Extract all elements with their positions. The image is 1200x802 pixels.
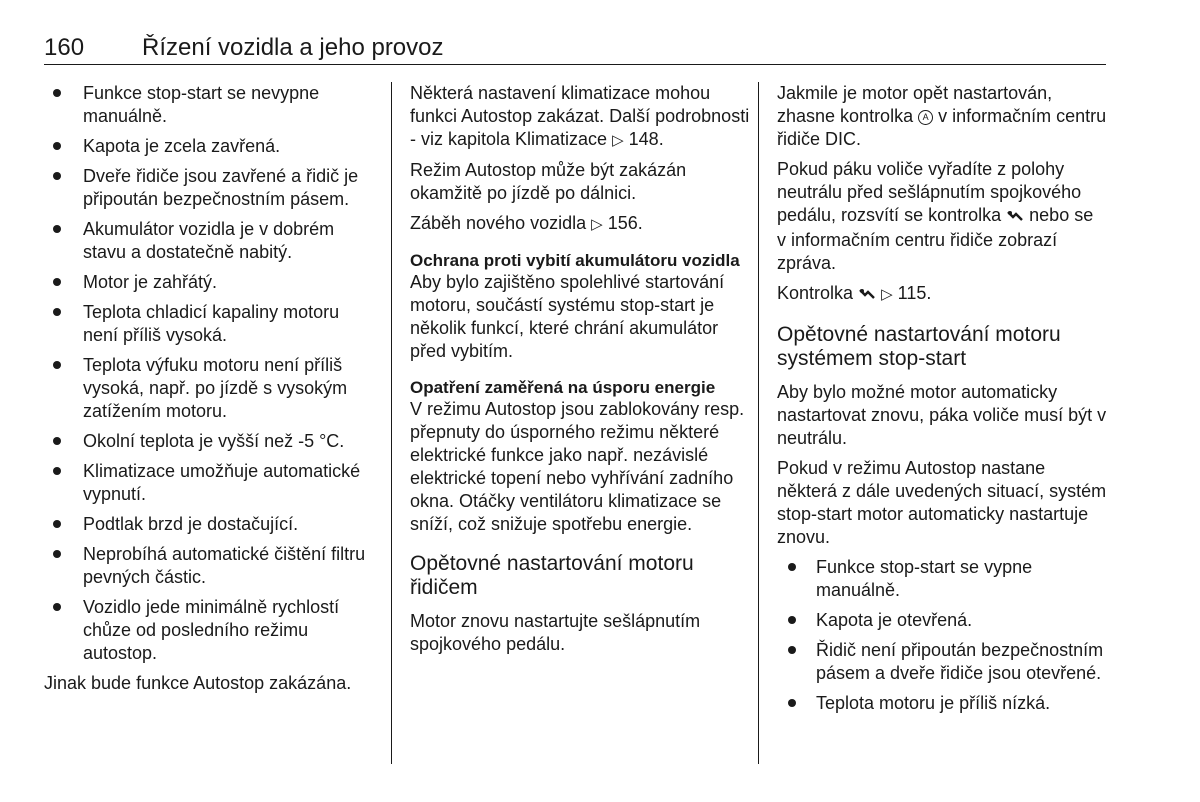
bullet-icon bbox=[53, 308, 61, 316]
paragraph: Jakmile je motor opět nastartován, zhasne kontrolka A v informačním centru řidiče DIC. bbox=[777, 83, 1107, 149]
clutch-lamp-icon bbox=[858, 284, 876, 307]
column-right bbox=[777, 82, 1107, 722]
closing-paragraph: Jinak bude funkce Autostop zakázána. bbox=[44, 673, 352, 693]
bullet-icon bbox=[53, 278, 61, 286]
restart-condition-list bbox=[777, 556, 1107, 715]
list-item: Dveře řidiče jsou zavřené a řidič je připoután bezpečnostním pásem. bbox=[44, 165, 374, 211]
list-item: Teplota motoru je příliš nízká. bbox=[777, 692, 1107, 715]
paragraph: Aby bylo možné motor automaticky nastartovat znovu, páka voliče musí být v neutrálu. bbox=[777, 382, 1107, 448]
paragraph: Některá nastavení klimatizace mohou funkci Autostop zakázat. Další podrobnosti - viz kapitola Klimatizace ▷ 148. bbox=[410, 83, 750, 149]
list-item: Klimatizace umožňuje automatické vypnutí. bbox=[44, 460, 374, 506]
reference-arrow-icon: ▷ bbox=[881, 286, 893, 303]
condition-list bbox=[44, 82, 374, 665]
paragraph: V režimu Autostop jsou zablokovány resp. přepnuty do úsporného režimu některé elektrické funkce jako např. nezávislé elektrické topení nebo vyhřívání zadního okna. Otáčky ventilátoru klimatizace se sníží, což snižuje spotřebu energie. bbox=[410, 399, 745, 534]
bullet-icon bbox=[788, 699, 796, 707]
bullet-icon bbox=[53, 437, 61, 445]
list-item: Kapota je zcela zavřená. bbox=[44, 135, 374, 158]
bullet-icon bbox=[53, 520, 61, 528]
column-divider bbox=[391, 82, 392, 764]
section-heading-restart-driver: Opětovné nastartování motoru řidičem bbox=[410, 552, 694, 599]
autostop-a-icon: A bbox=[918, 110, 933, 125]
list-item: Akumulátor vozidla je v dobrém stavu a dostatečně nabitý. bbox=[44, 218, 374, 264]
section-heading-restart-system: Opětovné nastartování motoru systémem stop-start bbox=[777, 323, 1061, 370]
list-item: Neprobíhá automatické čištění filtru pevných částic. bbox=[44, 543, 374, 589]
bullet-icon bbox=[53, 142, 61, 150]
list-item: Funkce stop-start se nevypne manuálně. bbox=[44, 82, 374, 128]
list-item: Teplota výfuku motoru není příliš vysoká, např. po jízdě s vysokým zatížením motoru. bbox=[44, 354, 374, 423]
bullet-icon bbox=[53, 467, 61, 475]
bullet-icon bbox=[53, 89, 61, 97]
subheading-energy: Opatření zaměřená na úsporu energie bbox=[410, 378, 716, 397]
bullet-icon bbox=[788, 563, 796, 571]
paragraph: Režim Autostop může být zakázán okamžitě po jízdě po dálnici. bbox=[410, 160, 687, 203]
clutch-lamp-icon bbox=[1006, 206, 1024, 229]
paragraph: Pokud páku voliče vyřadíte z polohy neutrálu před sešlápnutím spojkového pedálu, rozsvítí se kontrolka nebo se v informačním centru řidiče zobrazí zpráva. bbox=[777, 159, 1094, 273]
subheading-battery: Ochrana proti vybití akumulátoru vozidla bbox=[410, 251, 740, 270]
column-left bbox=[44, 82, 374, 702]
bullet-icon bbox=[53, 225, 61, 233]
page-reference[interactable]: 115. bbox=[897, 283, 932, 303]
paragraph: Motor znovu nastartujte sešlápnutím spojkového pedálu. bbox=[410, 611, 701, 654]
bullet-icon bbox=[53, 550, 61, 558]
column-middle bbox=[410, 82, 750, 663]
reference-arrow-icon: ▷ bbox=[612, 132, 624, 149]
page-number: 160 bbox=[44, 34, 85, 61]
paragraph: Záběh nového vozidla ▷ 156. bbox=[410, 213, 643, 233]
page-reference[interactable]: 148. bbox=[628, 129, 664, 149]
column-divider bbox=[758, 82, 759, 764]
list-item: Funkce stop-start se vypne manuálně. bbox=[777, 556, 1107, 602]
reference-arrow-icon: ▷ bbox=[591, 216, 603, 233]
paragraph: Pokud v režimu Autostop nastane některá z dále uvedených situací, systém stop-start motor automaticky nastartuje znovu. bbox=[777, 458, 1107, 547]
bullet-icon bbox=[53, 361, 61, 369]
list-item: Kapota je otevřená. bbox=[777, 609, 1107, 632]
page-reference[interactable]: 156. bbox=[607, 213, 643, 233]
page-header bbox=[44, 34, 1106, 65]
list-item: Teplota chladicí kapaliny motoru není příliš vysoká. bbox=[44, 301, 374, 347]
chapter-title: Řízení vozidla a jeho provoz bbox=[142, 34, 444, 61]
bullet-icon bbox=[53, 603, 61, 611]
paragraph: Kontrolka ▷ 115. bbox=[777, 282, 1107, 307]
bullet-icon bbox=[788, 646, 796, 654]
list-item: Řidič není připoután bezpečnostním pásem a dveře řidiče jsou otevřené. bbox=[777, 639, 1107, 685]
bullet-icon bbox=[53, 172, 61, 180]
list-item: Motor je zahřátý. bbox=[44, 271, 374, 294]
list-item: Podtlak brzd je dostačující. bbox=[44, 513, 374, 536]
list-item: Vozidlo jede minimálně rychlostí chůze od posledního režimu autostop. bbox=[44, 596, 374, 665]
list-item: Okolní teplota je vyšší než -5 °C. bbox=[44, 430, 374, 453]
paragraph: Aby bylo zajištěno spolehlivé startování motoru, součástí systému stop-start je několik funkcí, které chrání akumulátor před vybitím. bbox=[410, 272, 725, 361]
bullet-icon bbox=[788, 616, 796, 624]
